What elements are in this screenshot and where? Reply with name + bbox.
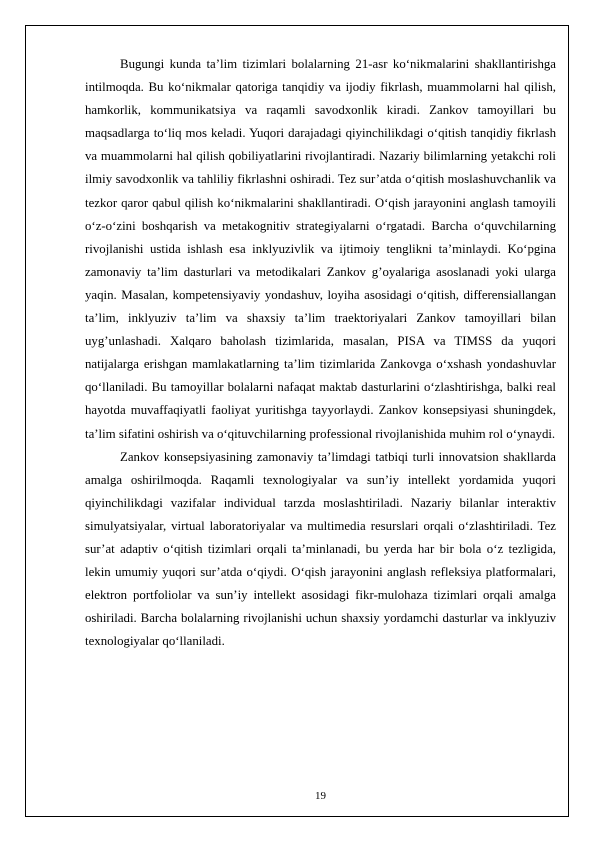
page-number: 19 (315, 790, 326, 802)
paragraph-2: Zankov konsepsiyasining zamonaviy ta’limdagi tatbiqi turli innovatsion shakllarda amalga oshirilmoqda. Raqamli texnologiyalar va sun’iy intellekt yordamida yuqori qiyinchilikdagi vazifalar individual tarzda moslashtiriladi. Nazariy bilanlar interaktiv simulyatsiyalar, virtual laboratoriyalar va multimedia resurslari orqali o‘zlashtiriladi. Tez sur’at adaptiv o‘qitish tizimlari orqali ta’minlanadi, bu yerda har bir bola o‘z tezligida, lekin umumiy yuqori sur’atda o‘qiydi. O‘qish jarayonini anglash refleksiya platformalari, elektron portfoliolar va sun’iy intellekt asosidagi fikr-mulohaza tizimlari orqali amalga oshiriladi. Barcha bolalarning rivojlanishi uchun shaxsiy yordamchi dasturlar va inklyuziv texnologiyalar qo‘llaniladi. (85, 449, 556, 649)
paragraph-1: Bugungi kunda ta’lim tizimlari bolalarning 21-asr ko‘nikmalarini shakllantirishga intilmoqda. Bu ko‘nikmalar qatoriga tanqidiy va ijodiy fikrlash, muammolarni hal qilish, hamkorlik, kommunikatsiya va raqamli savodxonlik kiradi. Zankov tamoyillari bu maqsadlarga to‘liq mos keladi. Yuqori darajadagi qiyinchilikdagi o‘qitish tanqidiy fikrlash va muammolarni hal qilish qobiliyatlarini rivojlantiradi. Nazariy bilimlarning yetakchi roli ilmiy savodxonlik va tahliliy fikrlashni oshiradi. Tez sur’atda o‘qitish moslashuvchanlik va tezkor qaror qabul qilish ko‘nikmalarini shakllantiradi. O‘qish jarayonini anglash tamoyili o‘z-o‘zini boshqarish va metakognitiv strategiyalarni o‘rgatadi. Barcha o‘quvchilarning rivojlanishi ustida ishlash esa inklyuzivlik va ijtimoiy tenglikni ta’minlaydi. Ko‘pgina zamonaviy ta’lim dasturlari va metodikalari Zankov g’oyalariga asoslanadi yoki ularga yaqin. Masalan, kompetensiyaviy yondashuv, loyiha asosidagi o‘qitish, differensiallangan ta’lim, inklyuziv ta’lim va shaxsiy ta’lim traektoriyalari Zankov tamoyillari bilan uyg’unlashadi. Xalqaro baholash tizimlarida, masalan, PISA va TIMSS da yuqori natijalarga erishgan mamlakatlarning ta’lim tizimlarida Zankovga o‘xshash yondashuvlar qo‘llaniladi. Bu tamoyillar bolalarni nafaqat maktab dasturlarini o‘zlashtirishga, balki real hayotda muvaffaqiyatli faoliyat yuritishga tayyorlaydi. Zankov konsepsiyasi shuningdek, ta’lim sifatini oshirish va o‘qituvchilarning professional rivojlanishida muhim rol o‘ynaydi. (85, 57, 556, 441)
document-body (85, 53, 556, 653)
